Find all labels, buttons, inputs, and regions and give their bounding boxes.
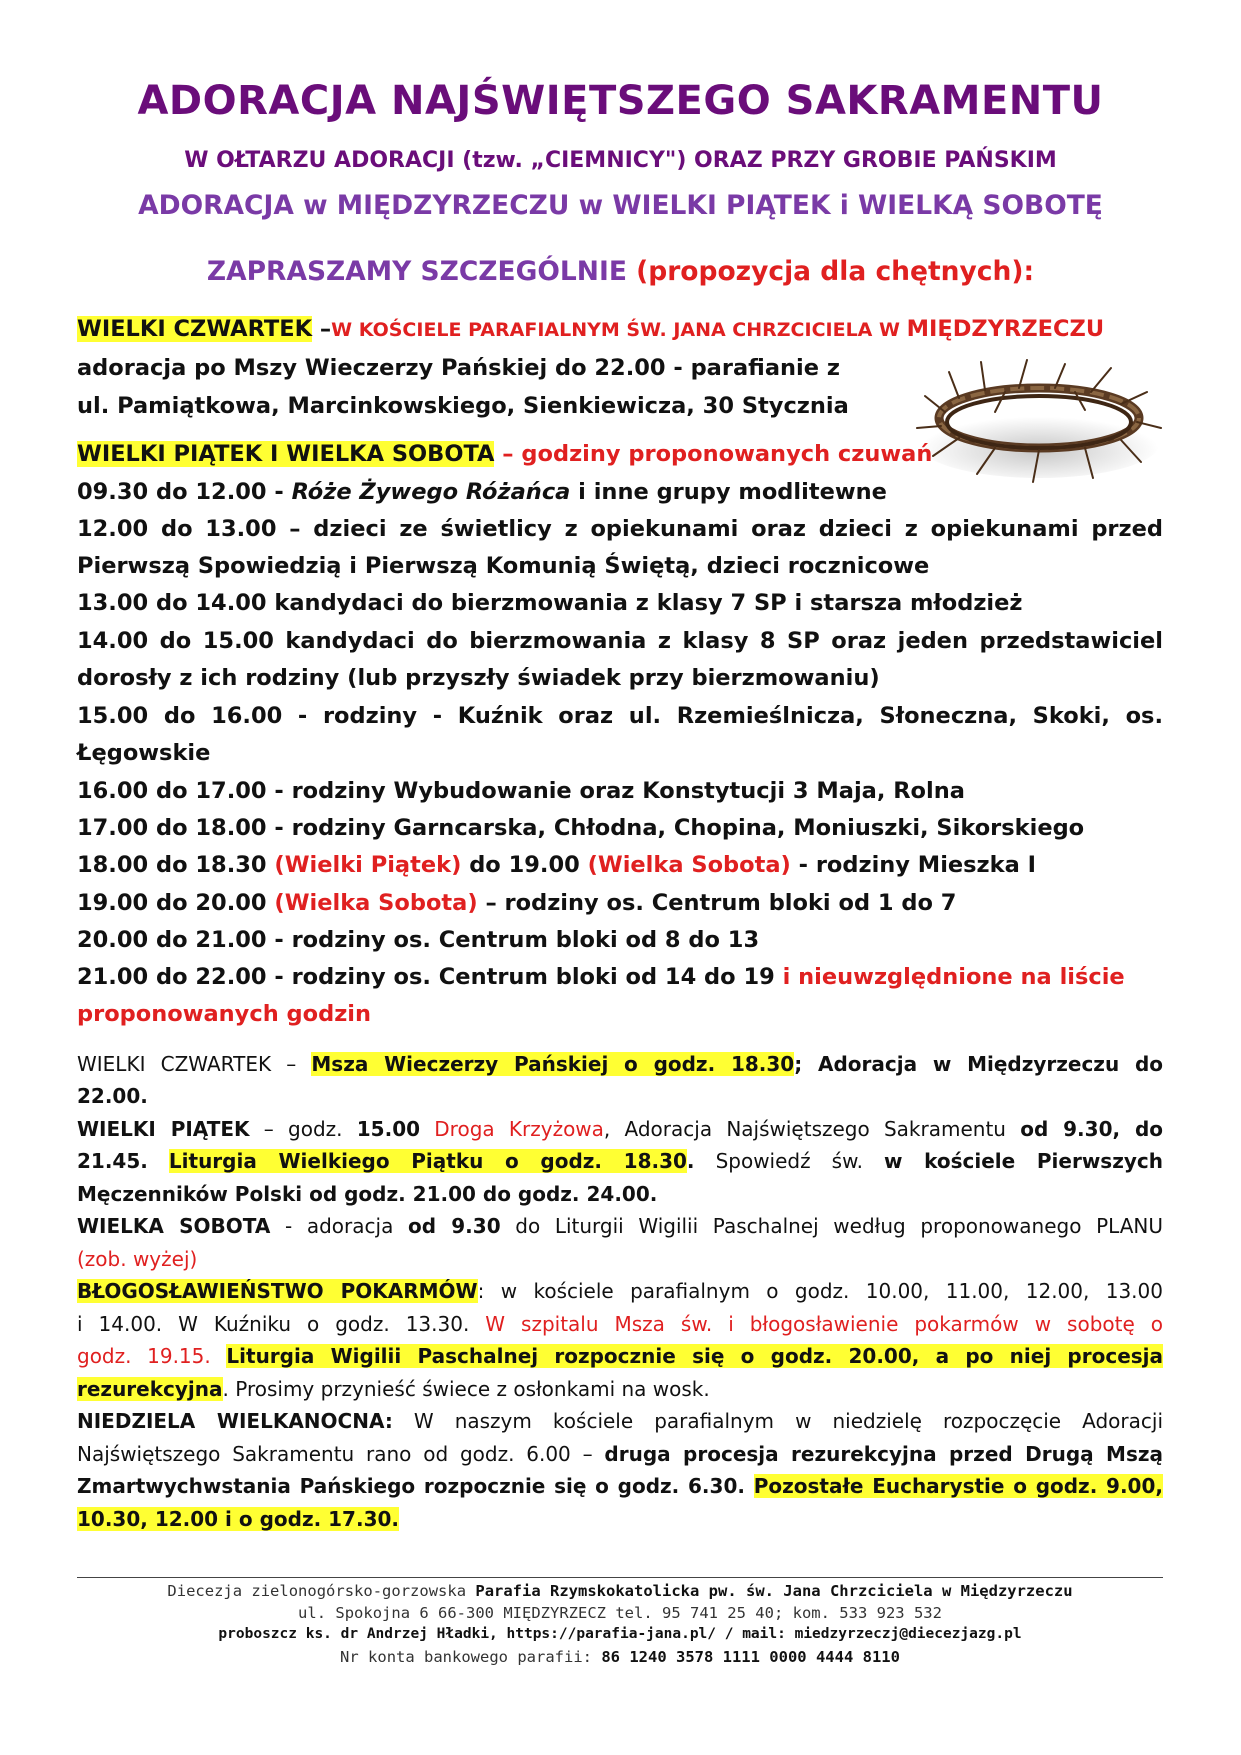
czwartek-heading [77, 316, 1163, 342]
info-pokarmy [77, 1279, 1163, 1303]
info-piatek-2sp [148, 1149, 169, 1173]
schedule-8-day-2: (Wielka Sobota) [587, 852, 791, 878]
page-subtitle: W OŁTARZU ADORACJI (tzw. „CIEMNICY") ORAZ PRZY GROBIE PAŃSKIM [184, 148, 1057, 173]
czwartek-label: WIELKI CZWARTEK [77, 316, 313, 342]
czwartek-city: MIĘDZYRZECZU [906, 316, 1105, 342]
info-pokarmy-2a: i 14.00. W Kuźniku o godz. 13.30. [77, 1312, 486, 1336]
schedule-row-2a: 12.00 do 13.00 – dzieci ze świetlicy z opiekunami oraz dzieci z opiekunami przed [77, 516, 1163, 542]
schedule-9-time: 19.00 do 20.00 [77, 890, 275, 916]
info-piatek-d: , Adoracja Najświętszego Sakramentu [603, 1117, 1021, 1141]
piatek-sobota-label: WIELKI PIĄTEK I WIELKA SOBOTA [77, 441, 495, 467]
info-piatek-e: od 9.30, do [1020, 1117, 1163, 1141]
footer-diocese: Diecezja zielonogórsko-gorzowska [167, 1582, 476, 1600]
schedule-row-7: 17.00 do 18.00 - rodziny Garncarska, Chłodna, Chopina, Moniuszki, Sikorskiego [77, 815, 1085, 841]
invitation-heading [0, 256, 1241, 287]
info-pokarmy-wigilia: Liturgia Wigilii Paschalnej rozpocznie się o godz. 20.00, a po niej procesja [226, 1344, 1164, 1368]
page-subtitle-2: ADORACJA w MIĘDZYRZECZU w WIELKI PIĄTEK i WIELKĄ SOBOTĘ [138, 190, 1103, 221]
info-sobota-c: do Liturgii Wigilii Paschalnej według proponowanego PLANU [500, 1214, 1164, 1238]
info-niedziela-2 [77, 1442, 1163, 1466]
info-sobota-label: WIELKA SOBOTA [77, 1214, 271, 1238]
schedule-row-10: 20.00 do 21.00 - rodziny os. Centrum bloki od 8 do 13 [77, 927, 760, 953]
info-pokarmy-a: : w kościele parafialnym o godz. 10.00, 11.00, 12.00, 13.00 [477, 1279, 1163, 1303]
footer-bank [77, 1648, 1163, 1666]
info-pokarmy-3sp [211, 1344, 227, 1368]
schedule-row-4a: 14.00 do 15.00 kandydaci do bierzmowania z klasy 8 SP oraz jeden przedstawiciel [77, 628, 1163, 654]
info-niedziela-4 [77, 1507, 1163, 1531]
info-sobota-2: (zob. wyżej) [77, 1247, 198, 1271]
info-piatek-droga: Droga Krzyżowa [434, 1117, 604, 1141]
info-niedziela [77, 1409, 1163, 1433]
footer-parish: Parafia Rzymskokatolicka pw. św. Jana Chrzciciela w Międzyrzeczu [475, 1582, 1073, 1600]
schedule-row-8 [77, 852, 1163, 878]
czwartek-dash: – [312, 316, 332, 342]
info-niedziela-3 [77, 1474, 1163, 1498]
info-piatek-2 [77, 1149, 1163, 1173]
schedule-8-time: 18.00 do 18.30 [77, 852, 275, 878]
schedule-9-day: (Wielka Sobota) [274, 890, 478, 916]
info-niedziela-4hl: 10.30, 12.00 i o godz. 17.30. [77, 1507, 400, 1531]
schedule-row-5b: Łęgowskie [77, 740, 211, 766]
info-piatek-2c: Spowiedź św. [694, 1149, 884, 1173]
info-piatek-a: – godz. [249, 1117, 357, 1141]
info-piatek-c [420, 1117, 434, 1141]
invitation-main: ZAPRASZAMY SZCZEGÓLNIE [206, 256, 627, 287]
schedule-row-5a: 15.00 do 16.00 - rodziny - Kuźnik oraz ul. Rzemieślnicza, Słoneczna, Skoki, os. [77, 703, 1163, 729]
info-pokarmy-2 [77, 1312, 1163, 1336]
footer-bank-label: Nr konta bankowego parafii: [340, 1648, 602, 1666]
czwartek-place: W KOŚCIELE PARAFIALNYM ŚW. JANA CHRZCICIELA W [331, 319, 907, 341]
info-czwartek [77, 1052, 1163, 1076]
info-czwartek-dash: – [271, 1052, 312, 1076]
schedule-11-main: 21.00 do 22.00 - rodziny os. Centrum bloki od 14 do 19 [77, 964, 783, 990]
info-piatek-2d: w kościele Pierwszych [884, 1149, 1163, 1173]
info-piatek-3: Męczenników Polski od godz. 21.00 do godz. 24.00. [77, 1182, 658, 1206]
info-piatek-2b: . [686, 1149, 695, 1173]
info-piatek-b: 15.00 [356, 1117, 421, 1141]
info-pokarmy-3 [77, 1344, 1163, 1368]
info-sobota [77, 1214, 1163, 1238]
piatek-sobota-dash: – [494, 441, 514, 467]
info-pokarmy-4a: . Prosimy przynieść świece z osłonkami na wosk. [222, 1377, 710, 1401]
crown-of-thorns-image [915, 352, 1163, 490]
info-pokarmy-rezurekcyjna: rezurekcyjna [77, 1377, 223, 1401]
info-pokarmy-label: BŁOGOSŁAWIEŃSTWO POKARMÓW [77, 1279, 478, 1303]
info-sobota-b: od 9.30 [407, 1214, 501, 1238]
info-pokarmy-4 [77, 1377, 1163, 1401]
footer [77, 1577, 1163, 1666]
invitation-paren: (propozycja dla chętnych): [636, 256, 1035, 287]
schedule-1-time: 09.30 do 12.00 - [77, 479, 292, 505]
info-czwartek-end: 22.00. [77, 1084, 148, 1108]
info-piatek-label: WIELKI PIĄTEK [77, 1117, 250, 1141]
footer-address: ul. Spokojna 6 66-300 MIĘDZYRZECZ tel. 95 741 25 40; kom. 533 923 532 [298, 1604, 942, 1622]
schedule-row-4b: dorosły z ich rodziny (lub przyszły świadek przy bierzmowaniu) [77, 665, 880, 691]
footer-bank-number: 86 1240 3578 1111 0000 4444 8110 [601, 1648, 900, 1666]
info-czwartek-rest: ; Adoracja w Międzyrzeczu do [794, 1052, 1164, 1076]
schedule-9-rest: – rodziny os. Centrum bloki od 1 do 7 [477, 890, 957, 916]
schedule-row-1 [77, 479, 1163, 505]
schedule-11-red: i nieuwzględnione na liście [782, 964, 1125, 990]
schedule-1-group: Róże Żywego Różańca [291, 479, 571, 505]
schedule-8-time-2: do 19.00 [461, 852, 588, 878]
schedule-row-3: 13.00 do 14.00 kandydaci do bierzmowania z klasy 7 SP i starsza młodzież [77, 590, 1023, 616]
info-niedziela-a: W naszym kościele parafialnym w niedzielę rozpoczęcie Adoracji [392, 1409, 1164, 1433]
info-piatek [77, 1117, 1163, 1141]
piatek-sobota-heading [77, 441, 1163, 467]
info-piatek-2a: 21.45. [77, 1149, 148, 1173]
schedule-row-9 [77, 890, 1163, 916]
info-pokarmy-szpital: W szpitalu Msza św. i błogosławienie pokarmów w sobotę o [485, 1312, 1163, 1336]
schedule-row-6: 16.00 do 17.00 - rodziny Wybudowanie oraz Konstytucji 3 Maja, Rolna [77, 778, 965, 804]
info-niedziela-3a: Zmartwychwstania Pańskiego rozpocznie się o godz. 6.30. [77, 1474, 745, 1498]
schedule-8-rest: - rodziny Mieszka I [790, 852, 1037, 878]
info-niedziela-3sp [745, 1474, 754, 1498]
schedule-1-rest: i inne grupy modlitewne [570, 479, 887, 505]
info-niedziela-2b: druga procesja rezurekcyjna przed Drugą Mszą [604, 1442, 1163, 1466]
info-sobota-a: - adoracja [270, 1214, 408, 1238]
piatek-sobota-note: godziny proponowanych czuwań [513, 441, 933, 467]
schedule-row-11 [77, 964, 1163, 990]
czwartek-line-1: adoracja po Mszy Wieczerzy Pańskiej do 22.00 - parafianie z [77, 355, 840, 381]
footer-contact: proboszcz ks. dr Andrzej Hładki, https://parafia-jana.pl/ / mail: miedzyrzeczj@diecezjazg.pl [218, 1626, 1022, 1642]
footer-line-1 [77, 1582, 1163, 1600]
info-czwartek-mass: Msza Wieczerzy Pańskiej o godz. 18.30 [311, 1052, 795, 1076]
info-niedziela-label: NIEDZIELA WIELKANOCNA: [77, 1409, 393, 1433]
schedule-row-2b: Pierwszą Spowiedzią i Pierwszą Komunią Świętą, dzieci rocznicowe [77, 553, 930, 579]
schedule-8-day-1: (Wielki Piątek) [274, 852, 462, 878]
info-niedziela-eucharystie: Pozostałe Eucharystie o godz. 9.00, [753, 1474, 1163, 1498]
info-pokarmy-3red: godz. 19.15. [77, 1344, 211, 1368]
info-niedziela-2a: Najświętszego Sakramentu rano od godz. 6.00 – [77, 1442, 605, 1466]
info-piatek-liturgia: Liturgia Wielkiego Piątku o godz. 18.30 [168, 1149, 687, 1173]
page-title: ADORACJA NAJŚWIĘTSZEGO SAKRAMENTU [137, 78, 1104, 124]
schedule-row-11b: proponowanych godzin [77, 1001, 372, 1027]
czwartek-line-2: ul. Pamiątkowa, Marcinkowskiego, Sienkiewicza, 30 Stycznia [77, 393, 849, 419]
info-czwartek-label: WIELKI CZWARTEK [77, 1052, 272, 1076]
